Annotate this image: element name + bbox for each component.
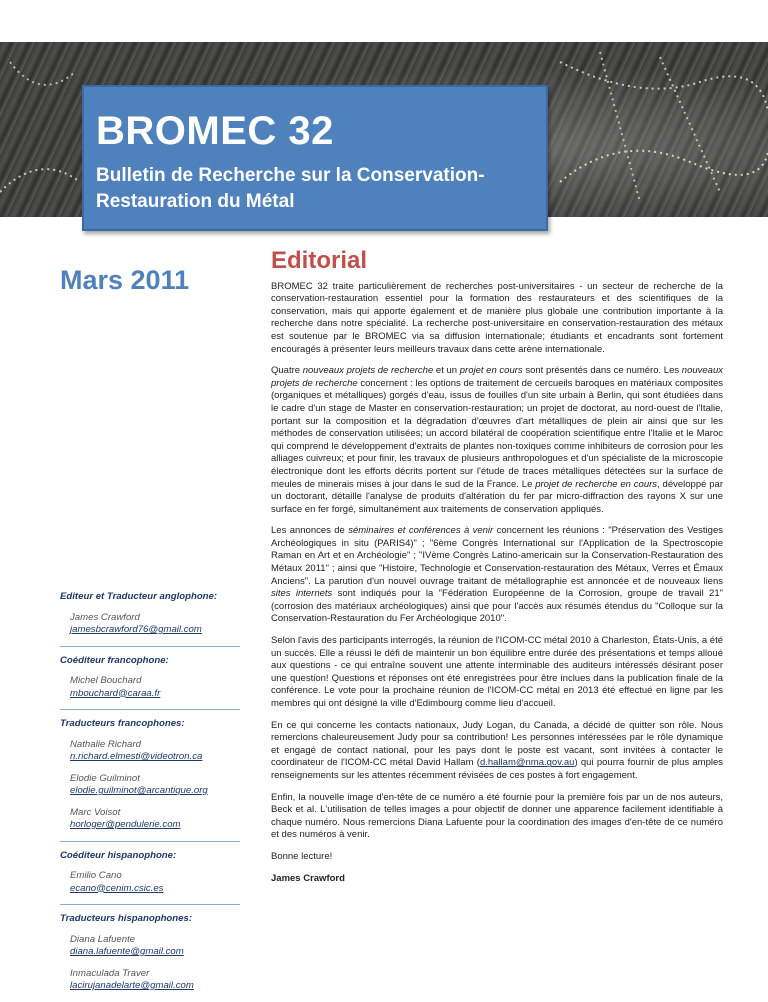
credit-person <box>70 675 240 700</box>
text-run: ) qui pourra fournir de plus amples renseignements sur les attentes récemment révisées de ces postes à fort engagement. <box>271 757 724 781</box>
role-heading: Traducteurs hispanophones: <box>60 913 193 924</box>
bulletin-subtitle: Bulletin de Recherche sur la Conservation-Restauration du Métal <box>96 165 485 212</box>
person-name: Emilio Cano <box>70 870 122 881</box>
email-link[interactable]: n.richard.elmesti@videotron.ca <box>70 751 203 762</box>
signature: James Crawford <box>271 872 345 884</box>
email-link[interactable]: elodie.guilminot@arcantique.org <box>70 785 208 796</box>
email-link[interactable]: mbouchard@caraa.fr <box>70 687 161 699</box>
person-name: Inmaculada Traver <box>70 967 150 979</box>
emphasis-text: projet de recherche en cours <box>535 478 658 490</box>
emphasis-text: sites internets <box>271 588 333 600</box>
credit-person <box>70 739 240 764</box>
closing-line: Bonne lecture! <box>271 850 333 862</box>
email-link[interactable]: lacirujanadelarte@gmail.com <box>70 980 194 991</box>
editorial-paragraph <box>271 525 723 626</box>
person-name: Diana Lafuente <box>70 933 136 945</box>
text-run: Les annonces de <box>271 525 349 537</box>
editorial-paragraph <box>271 365 723 516</box>
role-heading: Coéditeur hispanophone: <box>60 849 177 861</box>
editorial-paragraph <box>271 720 723 783</box>
text-run: sont indiqués pour la "Fédération Européenne de la Corrosion, groupe de travail 21" (corrosion des matériaux archéologiques) ainsi que pour l'accès aux résumés étendus du "Colloque sur la Conservation-Restauration du Fer Archéologique 2010". <box>271 588 723 625</box>
credit-person <box>70 807 240 832</box>
editorial-paragraph: BROMEC 32 traite particulièrement de recherches post-universitaires - un secteur de recherche de la conservation-restauration essentiel pour la formation des restaurateurs et des scientifiques de la conservation, mais qui apporte également et de manière plus globale une contribution importante à la recherche dans notre spécialité. La recherche post-universitaire en conservation-restauration des métaux est soutenue par le BROMEC via sa diffusion internationale; étudiants et encadrants sont fortement encouragés à présenter leurs meilleurs travaux dans cette arène internationale. <box>271 280 723 355</box>
email-link[interactable]: d.hallam@nma.gov.au <box>479 757 575 769</box>
person-name: Marc Voisot <box>70 806 121 818</box>
text-run: concernent : les options de traitement de cercueils baroques en matériaux composites (organiques et métalliques) gorgés d'eau, issus de fouilles d'un site urbain à Berlin, qui sont étudiées dans le cadre d'un stage de Master en conservation-restauration; un projet de doctorat, au nord-ouest de l'Italie, portant sur la composition et la dégradation d'œuvres d'art métalliques de plein air ainsi que sur les méthodes de conservation utilisées; un accord bilatéral de coopération scientifique entre l'Italie et le Maroc qui comprend le développement d'extraits de plantes non-toxiques comme inhibiteurs de corrosion pour les alliages cuivreux; et pour finir, les travaux de plusieurs anthropologues et d'un spécialiste de la microscopie électronique dont les efforts décrits portent sur l'étude de traces métalliques détectées sur la surface de meules de minerais mises à jour dans le sud de la France. Le <box>271 377 723 490</box>
text-run: En ce qui concerne les contacts nationaux, Judy Logan, du Canada, a décidé de quitter son rôle. Nous remercions chaleureusement Judy pour sa contribution! Les personnes intéressées par le rôle dynamique et engagé de contact national, pour les pays dont le poste est vacant, sont invitées à contacter le coordinateur de l'ICOM-CC métal David Hallam ( <box>271 719 723 769</box>
divider <box>60 904 240 905</box>
emphasis-text: nouveaux projets de recherche <box>271 365 723 389</box>
credit-person <box>70 612 240 637</box>
person-name: James Crawford <box>70 611 140 623</box>
editorial-paragraph: Selon l'avis des participants interrogés, la réunion de l'ICOM-CC métal 2010 à Charleston, États-Unis, a été un succès. Elle a réussi le défi de maintenir un bon équilibre entre durée des présentations et temps alloué aux questions - ce qui entraîne souvent une attente interminable des auditeurs intéressés désirant poser une question! Questions et réponses ont été enregistrées pour être inclues dans la publication finale de la conférence. Le vote pour la prochaine réunion de l'ICOM-CC métal en 2013 été effectué en ligne par les membres qui ont désigné la ville d'Edimbourg comme lieu d'accueil. <box>271 635 723 709</box>
credits-sidebar <box>60 591 240 1002</box>
credit-person <box>70 870 240 895</box>
header-banner-image <box>0 42 768 217</box>
emphasis-text: projet en cours <box>459 365 523 377</box>
role-heading: Traducteurs francophones: <box>60 718 185 729</box>
text-run: sont présentés dans ce numéro. Les <box>522 365 682 377</box>
person-name: Nathalie Richard <box>70 738 141 750</box>
text-run: concernent les réunions : "Préservation des Vestiges Archéologiques in situ (PARIS4)" ; "6ème Congrès International sur l'Application de la Spectroscopie Raman en Art et en Archéologie" ; "IVème Congrès Latino-americain sur la Conservation-Restauration des Métaux 2011" ; ainsi que "Histoire, Technologie et Conservation-restauration des Métaux, Verres et Émaux Anciens". La parution d'un nouvel ouvrage traitant de métallographie est annoncée et de nouveaux liens <box>271 525 723 587</box>
text-run: , développé par un doctorant, détaille l'analyse de produits d'altération du fer par micro-diffraction des rayons X sur une surface en fer forgé, simultanément aux traitements de conservation appliqués. <box>271 478 723 515</box>
text-run: Quatre <box>271 365 303 377</box>
email-link[interactable]: horloger@pendulerie.com <box>70 819 181 830</box>
emphasis-text: séminaires et conférences à venir <box>348 525 494 537</box>
bulletin-title: BROMEC 32 <box>96 109 334 153</box>
credit-person <box>70 773 240 798</box>
issue-date: Mars 2011 <box>60 265 190 295</box>
title-box <box>82 85 548 231</box>
text-run: et un <box>433 365 460 377</box>
email-link[interactable]: ecano@cenim.csic.es <box>70 882 164 894</box>
credit-person <box>70 968 240 993</box>
editorial-section <box>271 247 724 894</box>
role-heading: Coéditeur francophone: <box>60 654 169 666</box>
credit-person <box>70 934 240 959</box>
person-name: Elodie Guilminot <box>70 772 140 784</box>
emphasis-text: nouveaux projets de recherche <box>302 365 434 377</box>
divider <box>60 841 240 842</box>
role-heading: Editeur et Traducteur anglophone: <box>60 591 218 602</box>
divider <box>60 646 240 647</box>
email-link[interactable]: jamesbcrawford76@gmail.com <box>70 624 202 635</box>
divider <box>60 709 240 710</box>
editorial-paragraph: Enfin, la nouvelle image d'en-tête de ce numéro a été fournie pour la première fois par un de nos auteurs, Beck et al. L'utilisation de telles images a pour objectif de donner une apparence facilement identifiable à chaque numéro. Nous remercions Diana Lafuente pour la coordination des images d'en-tête de ce numéro et des numéros à venir. <box>271 791 723 841</box>
editorial-heading: Editorial <box>271 247 368 274</box>
email-link[interactable]: diana.lafuente@gmail.com <box>70 946 184 957</box>
person-name: Michel Bouchard <box>70 675 142 686</box>
